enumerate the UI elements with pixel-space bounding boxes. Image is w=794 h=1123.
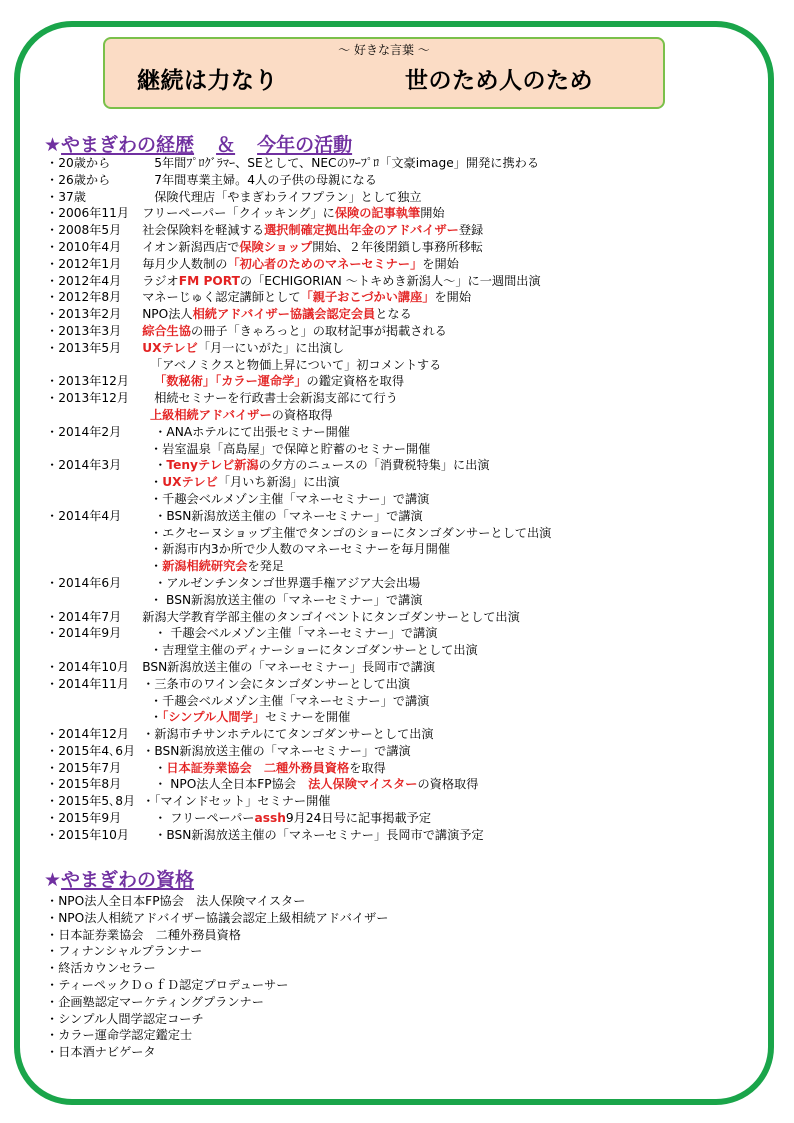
list-item: ・千趣会ベルメゾン主催「マネーセミナー」で講演	[150, 491, 430, 506]
list-item: ・「シンプル人間学」セミナーを開催	[150, 710, 351, 725]
list-item: ・新潟市内3か所で少人数のマネーセミナーを毎月開催	[150, 542, 451, 557]
list-item: ・2012年1月 毎月少人数制の「初心者のためのマネーセミナー」を開始	[46, 256, 459, 271]
list-item: ・2015年7月 ・日本証券業協会 二種外務員資格を取得	[46, 760, 386, 775]
list-item: ・2013年12月 「数秘術」「カラー運命学」の鑑定資格を取得	[46, 374, 405, 389]
list-item: ・千趣会ベルメゾン主催「マネーセミナー」で講演	[150, 693, 430, 708]
list-item: 上級相続アドバイザーの資格取得	[150, 407, 333, 422]
list-item: ・企画塾認定マーケティングプランナー	[46, 994, 264, 1009]
history-heading-b: 今年の活動	[257, 134, 353, 156]
list-item: ・2014年4月 ・BSN新潟放送主催の「マネーセミナー」で講演	[46, 508, 423, 523]
list-item: ・2015年4､6月 ・BSN新潟放送主催の「マネーセミナー」で講演	[46, 743, 411, 758]
list-item: ・UXテレビ「月いち新潟」に出演	[150, 475, 340, 490]
history-heading-a: やまぎわの経歴	[61, 134, 195, 156]
quote-caption: ～ 好きな言葉 ～	[338, 43, 430, 57]
list-item: ・20歳から 5年間ﾌﾟﾛｸﾞﾗﾏｰ、SEとして、NECのﾜｰﾌﾟﾛ「文豪image」開発に携わる	[46, 156, 540, 170]
quote-phrase-2: 世のため人のため	[405, 68, 593, 94]
list-item: ・エクセーヌショップ主催でタンゴのショーにタンゴダンサーとして出演	[150, 525, 552, 540]
list-item: ・26歳から 7年間専業主婦。4人の子供の母親になる	[46, 172, 377, 187]
list-item: ・2014年6月 ・アルゼンチンタンゴ世界選手権アジア大会出場	[46, 575, 421, 590]
list-item: ・シンプル人間学認定コーチ	[46, 1011, 204, 1026]
list-item: 「アベノミクスと物価上昇について」初コメントする	[150, 357, 442, 372]
list-item: ・2014年11月 ・三条市のワイン会にタンゴダンサーとして出演	[46, 676, 411, 691]
star-icon: ★	[44, 869, 62, 891]
list-item: ・日本証券業協会 二種外務員資格	[46, 927, 241, 942]
list-item: ・2014年2月 ・ANAホテルにて出張セミナー開催	[46, 424, 350, 439]
quote-phrase-1: 継続は力なり	[137, 68, 278, 94]
list-item: ・ティーペックＤｏｆＤ認定プロデューサー	[46, 977, 289, 992]
list-item: ・2013年5月 UXテレビ「月一にいがた」に出演し	[46, 340, 345, 355]
list-item: ・吉理堂主催のディナーショーにタンゴダンサーとして出演	[150, 643, 478, 658]
list-item: ・2014年10月 BSN新潟放送主催の「マネーセミナー」長岡市で講演	[46, 659, 436, 674]
history-heading-amp: ＆	[216, 134, 236, 156]
qualifications-heading	[44, 869, 194, 891]
qualifications-heading-text: やまぎわの資格	[61, 869, 195, 891]
list-item: ・2014年9月 ・ 千趣会ベルメゾン主催「マネーセミナー」で講演	[46, 626, 438, 641]
list-item: ・2014年3月 ・Tenyテレビ新潟の夕方のニュースの「消費税特集」に出演	[46, 458, 490, 473]
list-item: ・フィナンシャルプランナー	[46, 944, 203, 959]
list-item: ・2015年9月 ・ フリーペーパーassh9月24日号に記事掲載予定	[46, 811, 432, 826]
list-item: ・岩室温泉「高島屋」で保障と貯蓄のセミナー開催	[150, 441, 431, 456]
list-item: ・カラー運命学認定鑑定士	[46, 1028, 193, 1043]
list-item: ・2013年3月 綜合生協の冊子「きゃろっと」の取材記事が掲載される	[46, 323, 447, 338]
qualifications-list	[46, 893, 776, 1061]
list-item: ・2013年12月 相続セミナーを行政書士会新潟支部にて行う	[46, 391, 398, 406]
favorite-words-box	[103, 37, 665, 109]
list-item: ・2010年4月 イオン新潟西店で保険ショップ開始、２年後閉鎖し事務所移転	[46, 239, 483, 254]
list-item: ・2013年2月 NPO法人相続アドバイザー協議会認定会員となる	[46, 307, 412, 322]
list-item: ・2012年4月 ラジオFM PORTの「ECHIGORIAN ～トキめき新潟人～」に一週間出演	[46, 273, 541, 288]
history-list	[46, 155, 776, 844]
list-item: ・終活カウンセラー	[46, 961, 156, 976]
list-item: ・2006年11月 フリーペーパー「クイッキング」に保険の記事執筆開始	[46, 206, 445, 221]
list-item: ・NPO法人全日本FP協会 法人保険マイスター	[46, 894, 306, 908]
list-item: ・2012年8月 マネーじゅく認定講師として「親子おこづかい講座」を開始	[46, 290, 472, 305]
list-item: ・2015年8月 ・ NPO法人全日本FP協会 法人保険マイスターの資格取得	[46, 777, 479, 792]
list-item: ・NPO法人相続アドバイザー協議会認定上級相続アドバイザー	[46, 910, 389, 925]
star-icon: ★	[44, 134, 62, 156]
list-item: ・日本酒ナビゲータ	[46, 1045, 156, 1060]
list-item: ・2015年5､8月 ・「マインドセット」セミナー開催	[46, 794, 331, 809]
list-item: ・2014年12月 ・新潟市チサンホテルにてタンゴダンサーとして出演	[46, 727, 434, 742]
list-item: ・2015年10月 ・BSN新潟放送主催の「マネーセミナー」長岡市で講演予定	[46, 827, 484, 842]
list-item: ・ BSN新潟放送主催の「マネーセミナー」で講演	[150, 592, 423, 607]
list-item: ・37歳 保険代理店「やまぎわライフプラン」として独立	[46, 189, 422, 204]
history-heading	[44, 134, 352, 156]
list-item: ・2014年7月 新潟大学教育学部主催のタンゴイベントにタンゴダンサーとして出演	[46, 609, 520, 624]
list-item: ・2008年5月 社会保険料を軽減する選択制確定拠出年金のアドバイザー登録	[46, 223, 484, 238]
list-item: ・新潟相続研究会を発足	[150, 559, 285, 574]
